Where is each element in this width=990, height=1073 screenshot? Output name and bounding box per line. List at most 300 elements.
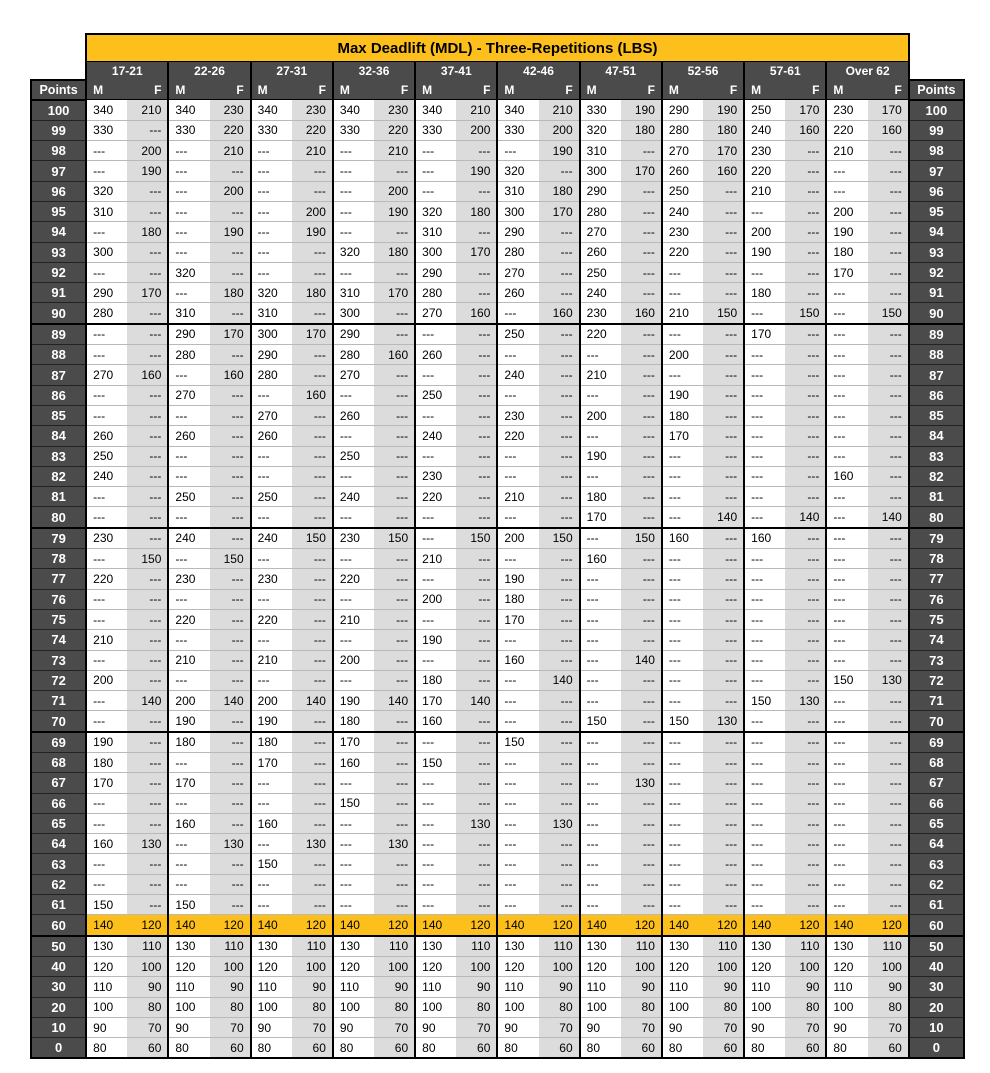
female-value-cell: --- — [785, 385, 826, 405]
female-value-cell: 180 — [127, 222, 168, 242]
female-value-cell: 140 — [868, 507, 909, 528]
table-row — [31, 161, 964, 181]
female-value-cell: --- — [868, 385, 909, 405]
male-value-cell: 290 — [168, 324, 209, 345]
male-value-cell: 150 — [333, 793, 374, 813]
male-value-cell: --- — [826, 773, 867, 793]
female-value-cell: --- — [210, 609, 251, 629]
male-value-cell: 110 — [497, 977, 538, 997]
female-value-cell: --- — [868, 834, 909, 854]
table-row — [31, 874, 964, 894]
female-value-cell: 210 — [539, 100, 580, 121]
table-row — [31, 466, 964, 486]
female-value-cell: 120 — [374, 915, 415, 936]
female-value-cell: 150 — [127, 549, 168, 569]
female-value-cell: 180 — [210, 283, 251, 303]
male-value-cell: 290 — [415, 262, 456, 282]
male-value-cell: 110 — [251, 977, 292, 997]
female-value-cell: --- — [292, 895, 333, 915]
female-value-cell: --- — [210, 242, 251, 262]
male-value-cell: 160 — [662, 528, 703, 549]
female-value-cell: --- — [292, 732, 333, 753]
male-value-cell: 170 — [168, 773, 209, 793]
points-cell-right: 98 — [909, 141, 964, 161]
points-cell-right: 79 — [909, 528, 964, 549]
points-cell-right: 78 — [909, 549, 964, 569]
female-value-cell: --- — [210, 874, 251, 894]
female-value-cell: --- — [374, 385, 415, 405]
female-value-cell: --- — [292, 507, 333, 528]
female-value-cell: 190 — [621, 100, 662, 121]
points-cell-right: 99 — [909, 120, 964, 140]
male-value-cell: --- — [415, 141, 456, 161]
male-value-cell: --- — [251, 834, 292, 854]
female-value-cell: --- — [703, 793, 744, 813]
female-value-cell: 80 — [292, 997, 333, 1017]
score-table-body — [31, 100, 964, 1059]
male-value-cell: 190 — [744, 242, 785, 262]
female-value-cell: 60 — [868, 1038, 909, 1059]
female-value-cell: 200 — [374, 181, 415, 201]
points-cell-right: 10 — [909, 1017, 964, 1037]
points-cell-left: 96 — [31, 181, 86, 201]
male-value-cell: 80 — [168, 1038, 209, 1059]
male-value-cell: 230 — [580, 303, 621, 324]
male-value-cell: 260 — [497, 283, 538, 303]
male-value-cell: 180 — [168, 732, 209, 753]
male-value-cell: --- — [497, 691, 538, 711]
table-row — [31, 141, 964, 161]
female-value-cell: --- — [785, 732, 826, 753]
female-value-cell: 110 — [456, 936, 497, 957]
female-header: F — [868, 80, 909, 100]
male-value-cell: 110 — [86, 977, 127, 997]
points-cell-left: 95 — [31, 201, 86, 221]
female-value-cell: --- — [868, 324, 909, 345]
table-row — [31, 446, 964, 466]
male-value-cell: --- — [497, 141, 538, 161]
male-value-cell: --- — [497, 385, 538, 405]
male-value-cell: 220 — [662, 242, 703, 262]
table-row — [31, 956, 964, 976]
points-cell-left: 76 — [31, 589, 86, 609]
female-value-cell: --- — [621, 549, 662, 569]
male-value-cell: 220 — [251, 609, 292, 629]
male-value-cell: --- — [251, 262, 292, 282]
points-cell-right: 64 — [909, 834, 964, 854]
female-value-cell: --- — [785, 630, 826, 650]
male-value-cell: --- — [744, 609, 785, 629]
female-value-cell: --- — [868, 161, 909, 181]
male-value-cell: 260 — [662, 161, 703, 181]
female-value-cell: --- — [456, 834, 497, 854]
female-value-cell: --- — [456, 222, 497, 242]
female-value-cell: --- — [374, 773, 415, 793]
male-value-cell: --- — [662, 650, 703, 670]
male-value-cell: 280 — [168, 345, 209, 365]
female-value-cell: --- — [292, 487, 333, 507]
female-value-cell: --- — [456, 405, 497, 425]
male-value-cell: 180 — [580, 487, 621, 507]
points-cell-right: 80 — [909, 507, 964, 528]
male-value-cell: --- — [580, 670, 621, 690]
points-cell-right: 0 — [909, 1038, 964, 1059]
male-value-cell: --- — [333, 181, 374, 201]
male-value-cell: 110 — [168, 977, 209, 997]
female-value-cell: --- — [703, 895, 744, 915]
female-value-cell: --- — [292, 609, 333, 629]
male-value-cell: --- — [744, 426, 785, 446]
male-value-cell: 180 — [744, 283, 785, 303]
age-group-header: 17-21 — [86, 62, 168, 81]
male-value-cell: 250 — [251, 487, 292, 507]
male-value-cell: 330 — [168, 120, 209, 140]
female-value-cell: --- — [292, 793, 333, 813]
male-value-cell: --- — [497, 345, 538, 365]
female-value-cell: --- — [621, 854, 662, 874]
female-value-cell: 60 — [703, 1038, 744, 1059]
female-value-cell: 160 — [621, 303, 662, 324]
female-value-cell: --- — [703, 528, 744, 549]
male-value-cell: --- — [333, 670, 374, 690]
female-value-cell: --- — [210, 446, 251, 466]
female-value-cell: 90 — [127, 977, 168, 997]
male-value-cell: --- — [744, 793, 785, 813]
male-value-cell: 290 — [333, 324, 374, 345]
male-value-cell: --- — [251, 773, 292, 793]
female-value-cell: --- — [456, 793, 497, 813]
table-row — [31, 242, 964, 262]
female-value-cell: 140 — [210, 691, 251, 711]
male-value-cell: --- — [333, 630, 374, 650]
male-value-cell: 100 — [415, 997, 456, 1017]
male-value-cell: --- — [580, 793, 621, 813]
female-value-cell: --- — [539, 222, 580, 242]
male-value-cell: 180 — [415, 670, 456, 690]
female-value-cell: 70 — [127, 1017, 168, 1037]
female-value-cell: --- — [621, 487, 662, 507]
female-value-cell: --- — [868, 732, 909, 753]
female-value-cell: --- — [292, 365, 333, 385]
female-value-cell: --- — [127, 303, 168, 324]
female-value-cell: --- — [785, 141, 826, 161]
male-value-cell: 330 — [251, 120, 292, 140]
male-value-cell: 110 — [744, 977, 785, 997]
female-value-cell: --- — [785, 262, 826, 282]
female-value-cell: 190 — [210, 222, 251, 242]
male-value-cell: 150 — [744, 691, 785, 711]
female-value-cell: --- — [785, 345, 826, 365]
male-value-cell: --- — [744, 569, 785, 589]
female-value-cell: --- — [456, 507, 497, 528]
female-value-cell: --- — [456, 753, 497, 773]
male-value-cell: --- — [415, 365, 456, 385]
male-value-cell: --- — [826, 854, 867, 874]
male-header: M — [580, 80, 621, 100]
table-row — [31, 936, 964, 957]
female-value-cell: --- — [292, 589, 333, 609]
male-value-cell: --- — [497, 753, 538, 773]
female-value-cell: --- — [127, 793, 168, 813]
female-value-cell: --- — [292, 405, 333, 425]
female-value-cell: 110 — [539, 936, 580, 957]
female-value-cell: --- — [127, 405, 168, 425]
female-value-cell: --- — [456, 732, 497, 753]
male-value-cell: 90 — [662, 1017, 703, 1037]
female-value-cell: --- — [210, 854, 251, 874]
female-value-cell: 60 — [456, 1038, 497, 1059]
male-value-cell: --- — [333, 161, 374, 181]
female-value-cell: 70 — [210, 1017, 251, 1037]
female-value-cell: 160 — [210, 365, 251, 385]
male-value-cell: 100 — [662, 997, 703, 1017]
points-cell-left: 30 — [31, 977, 86, 997]
female-value-cell: --- — [621, 711, 662, 732]
female-value-cell: --- — [127, 487, 168, 507]
female-value-cell: --- — [703, 854, 744, 874]
female-value-cell: --- — [539, 405, 580, 425]
male-value-cell: --- — [333, 589, 374, 609]
points-cell-right: 77 — [909, 569, 964, 589]
points-cell-left: 90 — [31, 303, 86, 324]
female-value-cell: --- — [539, 630, 580, 650]
female-value-cell: --- — [703, 813, 744, 833]
male-value-cell: 250 — [580, 262, 621, 282]
male-value-cell: --- — [662, 670, 703, 690]
male-value-cell: --- — [580, 834, 621, 854]
female-value-cell: 110 — [868, 936, 909, 957]
female-value-cell: --- — [621, 446, 662, 466]
points-cell-right: 96 — [909, 181, 964, 201]
female-value-cell: --- — [456, 181, 497, 201]
male-value-cell: 340 — [497, 100, 538, 121]
male-value-cell: 130 — [580, 936, 621, 957]
male-value-cell: 290 — [580, 181, 621, 201]
male-value-cell: 300 — [415, 242, 456, 262]
male-value-cell: --- — [826, 549, 867, 569]
male-value-cell: --- — [333, 222, 374, 242]
male-value-cell: 230 — [744, 141, 785, 161]
points-cell-right: 74 — [909, 630, 964, 650]
female-value-cell: 190 — [539, 141, 580, 161]
points-cell-right: 70 — [909, 711, 964, 732]
male-value-cell: 150 — [580, 711, 621, 732]
male-value-cell: --- — [168, 446, 209, 466]
female-value-cell: --- — [785, 711, 826, 732]
points-cell-left: 93 — [31, 242, 86, 262]
male-value-cell: --- — [86, 345, 127, 365]
table-title: Max Deadlift (MDL) - Three-Repetitions (LBS) — [86, 34, 909, 62]
points-cell-left: 100 — [31, 100, 86, 121]
female-value-cell: --- — [621, 242, 662, 262]
male-value-cell: 90 — [826, 1017, 867, 1037]
male-value-cell: --- — [580, 732, 621, 753]
female-value-cell: --- — [868, 222, 909, 242]
male-value-cell: 190 — [580, 446, 621, 466]
table-row — [31, 609, 964, 629]
male-value-cell: --- — [744, 589, 785, 609]
points-cell-right: 76 — [909, 589, 964, 609]
male-value-cell: --- — [497, 773, 538, 793]
female-value-cell: --- — [703, 324, 744, 345]
female-value-cell: 70 — [703, 1017, 744, 1037]
female-value-cell: 90 — [703, 977, 744, 997]
male-value-cell: 200 — [86, 670, 127, 690]
male-value-cell: 200 — [168, 691, 209, 711]
male-value-cell: --- — [251, 630, 292, 650]
male-value-cell: --- — [251, 589, 292, 609]
female-value-cell: --- — [703, 874, 744, 894]
male-value-cell: 90 — [168, 1017, 209, 1037]
male-value-cell: 150 — [497, 732, 538, 753]
male-value-cell: 130 — [86, 936, 127, 957]
table-row — [31, 1017, 964, 1037]
female-value-cell: --- — [127, 630, 168, 650]
male-value-cell: 270 — [251, 405, 292, 425]
male-header: M — [86, 80, 127, 100]
male-value-cell: 320 — [86, 181, 127, 201]
male-value-cell: 320 — [415, 201, 456, 221]
points-cell-right: 81 — [909, 487, 964, 507]
female-value-cell: --- — [210, 650, 251, 670]
female-value-cell: 180 — [703, 120, 744, 140]
female-value-cell: --- — [456, 549, 497, 569]
male-value-cell: 240 — [251, 528, 292, 549]
male-value-cell: 160 — [333, 753, 374, 773]
female-value-cell: --- — [539, 732, 580, 753]
points-cell-right: 69 — [909, 732, 964, 753]
male-value-cell: 280 — [86, 303, 127, 324]
points-cell-right: 83 — [909, 446, 964, 466]
male-value-cell: --- — [580, 569, 621, 589]
female-value-cell: --- — [292, 569, 333, 589]
male-value-cell: --- — [826, 446, 867, 466]
male-value-cell: 220 — [333, 569, 374, 589]
female-value-cell: 150 — [456, 528, 497, 549]
male-value-cell: 320 — [333, 242, 374, 262]
points-cell-right: 88 — [909, 345, 964, 365]
male-value-cell: --- — [744, 507, 785, 528]
female-value-cell: --- — [456, 670, 497, 690]
table-row — [31, 915, 964, 936]
female-value-cell: --- — [374, 589, 415, 609]
male-value-cell: 150 — [86, 895, 127, 915]
male-value-cell: --- — [744, 446, 785, 466]
male-value-cell: --- — [86, 589, 127, 609]
female-value-cell: 190 — [127, 161, 168, 181]
female-value-cell: --- — [539, 262, 580, 282]
male-value-cell: --- — [497, 303, 538, 324]
female-value-cell: 160 — [703, 161, 744, 181]
male-value-cell: --- — [168, 549, 209, 569]
male-value-cell: --- — [744, 670, 785, 690]
male-value-cell: --- — [168, 466, 209, 486]
female-value-cell: --- — [785, 793, 826, 813]
female-value-cell: --- — [127, 650, 168, 670]
male-value-cell: --- — [744, 549, 785, 569]
female-value-cell: --- — [785, 466, 826, 486]
male-value-cell: --- — [415, 732, 456, 753]
female-value-cell: --- — [374, 487, 415, 507]
female-value-cell: --- — [456, 773, 497, 793]
male-value-cell: 260 — [86, 426, 127, 446]
female-value-cell: --- — [127, 753, 168, 773]
female-value-cell: --- — [210, 670, 251, 690]
male-value-cell: --- — [168, 181, 209, 201]
female-value-cell: 210 — [456, 100, 497, 121]
female-header: F — [456, 80, 497, 100]
male-value-cell: --- — [251, 793, 292, 813]
male-value-cell: 150 — [415, 753, 456, 773]
female-value-cell: --- — [539, 283, 580, 303]
male-value-cell: --- — [744, 773, 785, 793]
male-value-cell: --- — [497, 670, 538, 690]
female-value-cell: --- — [127, 120, 168, 140]
female-value-cell: 190 — [456, 161, 497, 181]
male-value-cell: --- — [662, 874, 703, 894]
points-cell-left: 94 — [31, 222, 86, 242]
male-value-cell: --- — [168, 161, 209, 181]
male-value-cell: --- — [826, 793, 867, 813]
male-value-cell: --- — [744, 365, 785, 385]
male-value-cell: 260 — [580, 242, 621, 262]
female-value-cell: 90 — [868, 977, 909, 997]
female-value-cell: 160 — [868, 120, 909, 140]
points-cell-left: 79 — [31, 528, 86, 549]
male-header: M — [333, 80, 374, 100]
female-value-cell: --- — [374, 365, 415, 385]
female-value-cell: --- — [292, 466, 333, 486]
male-value-cell: 190 — [826, 222, 867, 242]
male-value-cell: 230 — [86, 528, 127, 549]
male-value-cell: 150 — [662, 711, 703, 732]
female-value-cell: --- — [374, 711, 415, 732]
male-value-cell: --- — [826, 487, 867, 507]
female-value-cell: --- — [374, 426, 415, 446]
male-value-cell: --- — [415, 507, 456, 528]
male-value-cell: 90 — [333, 1017, 374, 1037]
female-value-cell: --- — [868, 365, 909, 385]
male-value-cell: 210 — [497, 487, 538, 507]
female-value-cell: --- — [292, 161, 333, 181]
male-value-cell: --- — [580, 691, 621, 711]
female-value-cell: --- — [703, 181, 744, 201]
female-value-cell: --- — [621, 365, 662, 385]
points-cell-right: 87 — [909, 365, 964, 385]
male-value-cell: --- — [744, 345, 785, 365]
male-value-cell: 110 — [826, 977, 867, 997]
male-value-cell: --- — [497, 895, 538, 915]
female-value-cell: 80 — [456, 997, 497, 1017]
points-cell-right: 30 — [909, 977, 964, 997]
male-header: M — [251, 80, 292, 100]
female-value-cell: --- — [539, 242, 580, 262]
female-value-cell: 90 — [785, 977, 826, 997]
male-value-cell: 230 — [662, 222, 703, 242]
female-value-cell: --- — [292, 446, 333, 466]
female-value-cell: --- — [539, 711, 580, 732]
male-value-cell: --- — [662, 569, 703, 589]
male-value-cell: 270 — [580, 222, 621, 242]
female-value-cell: --- — [785, 589, 826, 609]
male-value-cell: --- — [580, 426, 621, 446]
male-value-cell: 180 — [251, 732, 292, 753]
male-value-cell: 280 — [662, 120, 703, 140]
female-value-cell: 100 — [868, 956, 909, 976]
male-value-cell: --- — [251, 874, 292, 894]
male-value-cell: 170 — [333, 732, 374, 753]
female-value-cell: --- — [703, 691, 744, 711]
